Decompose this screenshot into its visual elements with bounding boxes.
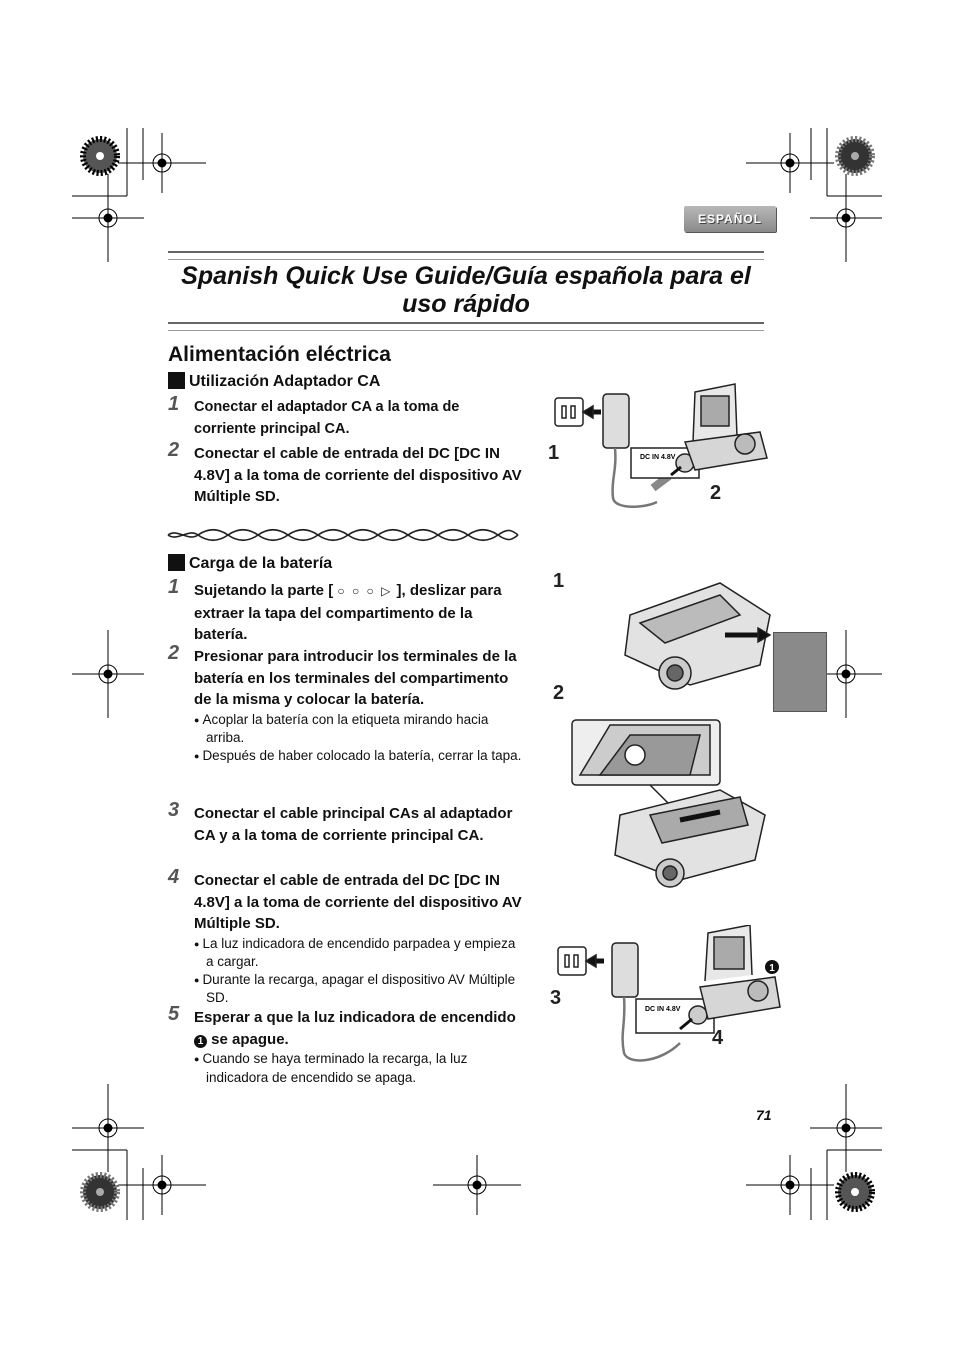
step-number: 5 <box>168 1003 180 1025</box>
battery-step-2 <box>168 642 523 765</box>
figure-charging-connection <box>550 925 785 1070</box>
cover-symbols: ○ ○ ○ ▷ <box>337 584 393 598</box>
step-text: Presionar para introducir los terminales de la batería en los terminales del compartimento de la misma y colocar la batería. <box>194 648 517 708</box>
title-rule-top <box>168 251 764 260</box>
title-rule-bottom <box>168 322 764 331</box>
figure-adapter-connection <box>545 380 775 515</box>
side-thumb-tab <box>773 632 827 712</box>
step-number: 2 <box>168 439 180 461</box>
bullet-note: ● Acoplar la batería con la etiqueta mirando hacia arriba. <box>194 711 523 747</box>
battery-step-3 <box>168 799 523 846</box>
language-tab <box>684 206 776 232</box>
step-text-part: Sujetando la parte [ <box>194 582 334 599</box>
figure-battery-insertion <box>570 575 775 895</box>
step-text: Conectar el cable principal CAs al adaptador CA y a la toma de corriente principal CA. <box>194 805 513 844</box>
step-text-part: Esperar a que la luz indicadora de encendido <box>194 1009 516 1026</box>
bullet-note: ● Después de haber colocado la batería, cerrar la tapa. <box>194 747 523 766</box>
step-text: Conectar el adaptador CA a la toma de corriente principal CA. <box>194 399 460 437</box>
subsection-heading-text: Carga de la batería <box>189 555 333 572</box>
adapter-step-1 <box>168 393 523 440</box>
step-text-part: ], deslizar para extraer la tapa del compartimento de la batería. <box>194 582 502 643</box>
step-text <box>194 580 523 646</box>
marker-label: 1 <box>769 963 775 974</box>
bullet-note: ● La luz indicadora de encendido parpadea y empieza a cargar. <box>194 935 523 971</box>
section-title: Alimentación eléctrica <box>168 343 391 366</box>
square-bullet-icon <box>168 372 185 389</box>
battery-step-1 <box>168 576 523 646</box>
step-number: 2 <box>168 642 180 664</box>
step-number: 4 <box>168 866 180 888</box>
battery-step-5 <box>168 1003 523 1086</box>
step-text-part: se apague. <box>211 1030 289 1048</box>
square-bullet-icon <box>168 554 185 571</box>
battery-step-4 <box>168 866 523 1007</box>
step-number: 3 <box>168 799 180 821</box>
bullet-note: ● Durante la recarga, apagar el dispositivo AV Múltiple SD. <box>194 971 523 1007</box>
figure-label: 1 <box>553 570 565 592</box>
page-title: Spanish Quick Use Guide/Guía española para el uso rápido <box>181 262 751 318</box>
bullet-note: ● Cuando se haya terminado la recarga, la luz indicadora de encendido se apaga. <box>194 1050 523 1086</box>
power-indicator-marker: 1 <box>194 1035 207 1048</box>
figure-label: 4 <box>712 1027 724 1049</box>
step-number: 1 <box>168 576 180 598</box>
subsection-heading-battery <box>168 554 332 573</box>
figure-label: 2 <box>553 682 565 704</box>
decorative-divider <box>166 528 520 542</box>
step-text <box>194 1007 523 1050</box>
step-number: 1 <box>168 393 180 415</box>
port-label: DC IN 4.8V <box>640 454 676 461</box>
subsection-heading-text: Utilización Adaptador CA <box>189 373 381 390</box>
step-text: Conectar el cable de entrada del DC [DC IN 4.8V] a la toma de corriente del dispositivo AV Múltiple SD. <box>194 872 522 932</box>
figure-label: 2 <box>710 482 722 504</box>
subsection-heading-adapter <box>168 372 380 391</box>
adapter-step-2 <box>168 439 523 508</box>
language-tab-label: ESPAÑOL <box>697 212 763 226</box>
port-label: DC IN 4.8V <box>645 1006 681 1013</box>
step-text: Conectar el cable de entrada del DC [DC IN 4.8V] a la toma de corriente del dispositivo AV Múltiple SD. <box>194 445 522 505</box>
figure-label: 1 <box>548 442 560 464</box>
page-number: 71 <box>756 1107 772 1123</box>
figure-label: 3 <box>550 987 562 1009</box>
